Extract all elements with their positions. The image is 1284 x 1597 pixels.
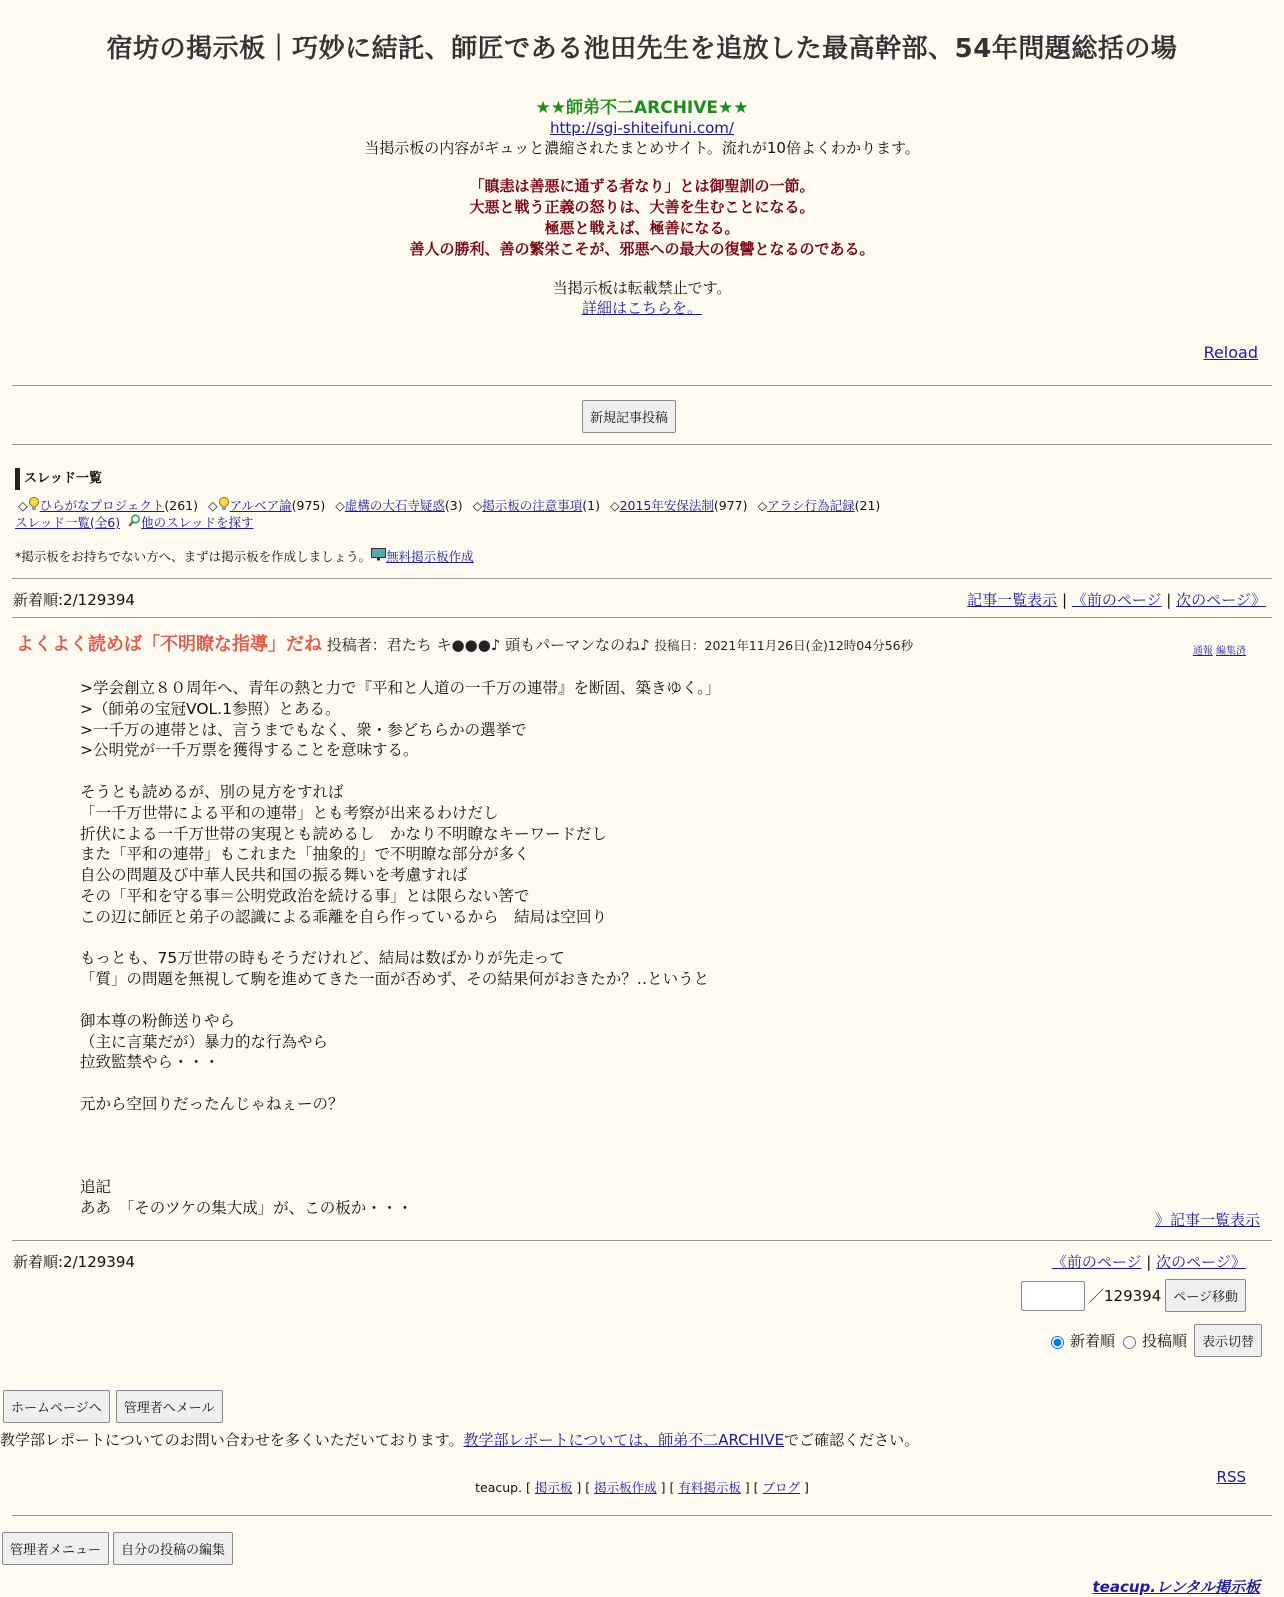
report-link[interactable]: 通報 (1192, 646, 1213, 657)
create-board-link[interactable]: 無料掲示板作成 (386, 549, 474, 564)
archive-description: 当掲示板の内容がギュッと濃縮されたまとめサイト。流れが10倍よくわかります。 (364, 139, 920, 157)
thread-link-arashi[interactable]: アラシ行為記録 (767, 498, 855, 513)
edit-my-posts-button[interactable]: 自分の投稿の編集 (113, 1532, 233, 1565)
quote-line: 大悪と戦う正義の怒りは、大善を生むことになる。 (469, 198, 815, 216)
thread-link-albea[interactable]: アルベア論 (229, 498, 292, 513)
archive-title: ★★師弟不二ARCHIVE★★ (535, 98, 749, 118)
teacup-links: teacup. [ 掲示板 ] [ 掲示板作成 ] [ 有料掲示板 ] [ ブログ ] (475, 1480, 809, 1495)
page-total: ／129394 (1088, 1287, 1162, 1305)
quote-line: 極悪と戦えば、極善になる。 (544, 219, 740, 237)
notice-link[interactable]: 教学部レポートについては、師弟不二ARCHIVE (463, 1431, 785, 1449)
quote-block (0, 176, 1284, 260)
divider (12, 1515, 1272, 1516)
page-jump (1021, 1279, 1246, 1312)
post-actions (1193, 642, 1246, 657)
divider (12, 578, 1272, 579)
quote-line: 善人の勝利、善の繁栄こそが、邪悪への最大の復讐となるのである。 (409, 240, 875, 258)
order-status-bottom: 新着順:2/129394 (13, 1253, 135, 1271)
post-title: よくよく読めば「不明瞭な指導」だね (16, 634, 322, 655)
thread-link-taisekiji[interactable]: 虚構の大石寺疑惑 (344, 498, 445, 513)
next-page-link[interactable]: 次のページ》 (1176, 591, 1266, 609)
page-number-input[interactable] (1021, 1281, 1085, 1311)
footer-board-link[interactable]: 掲示板 (534, 1480, 573, 1495)
details-link[interactable]: 詳細はこちらを。 (581, 299, 702, 317)
post-body: >学会創立８０周年へ、青年の熱と力で『平和と人道の一千万の連帯』を断固、築きゆく。」 >（師弟の宝冠VOL.1参照）とある。 >一千万の連帯とは、言うまでもなく、衆・参どちらかの選挙で >公明党が一千万票を獲得することを意味する。 そうとも読めるが、別の見方をすれば 「一千万世帯による平和の連帯」とも考察が出来るわけだし 折伏による一千万世帯の実現とも読めるし かなり不明瞭なキーワードだし また「平和の連帯」もこれまた「抽象的」で不明瞭な部分が多く 自公の問題及び中華人民共和国の振る舞いを考慮すれば その「平和を守る事＝公明党政治を続ける事」とは限らない筈で この辺に師匠と弟子の認識による乖離を自ら作っているから 結局は空回り もっとも、75万世帯の時もそうだけれど、結局は数ばかりが先走って 「質」の問題を無視して駒を進めてきた一面が否めず、その結果何がおきたか？‥というと 御本尊の粉飾送りやら （主に言葉だが）暴力的な行為やら 拉致監禁やら・・・ 元から空回りだったんじゃねぇーの？ 追記 ああ 「そのツケの集大成」が、この板か・・・ (80, 679, 721, 1217)
divider (12, 385, 1272, 386)
prev-page-link[interactable]: 《前のページ (1071, 591, 1162, 609)
page-title: 宿坊の掲示板｜巧妙に結託、師匠である池田先生を追放した最高幹部、54年問題総括の場 (106, 34, 1178, 64)
thread-link-rules[interactable]: 掲示板の注意事項 (482, 498, 583, 513)
new-post-button[interactable]: 新規記事投稿 (582, 400, 676, 433)
thread-link-hiragana[interactable]: ひらがなプロジェクト (39, 498, 165, 513)
rss-link[interactable]: RSS (1216, 1468, 1246, 1486)
article-list-link[interactable]: 記事一覧表示 (967, 591, 1058, 609)
post-header (16, 630, 913, 656)
teacup-brand-link[interactable]: teacup.レンタル掲示板 (1092, 1578, 1260, 1596)
divider (12, 444, 1272, 445)
thread-list (18, 496, 886, 514)
thread-item: ◇ アルベア論(975) (208, 498, 326, 513)
page-nav-bottom: 《前のページ | 次のページ》 (1051, 1253, 1246, 1271)
page-nav-top: 記事一覧表示 | 《前のページ | 次のページ》 (967, 591, 1266, 609)
footer-blog-link[interactable]: ブログ (762, 1480, 801, 1495)
divider (12, 1240, 1272, 1241)
footer-paid-link[interactable]: 有料掲示板 (678, 1480, 741, 1495)
radio-post-order[interactable] (1123, 1336, 1136, 1349)
prev-page-link-bottom[interactable]: 《前のページ (1051, 1253, 1142, 1271)
promo-text: *掲示板をお持ちでない方へ、まずは掲示板を作成しましょう。 (15, 549, 372, 564)
thread-item: ◇ ひらがなプロジェクト(261) (18, 498, 199, 513)
switch-display-button[interactable]: 表示切替 (1194, 1324, 1262, 1357)
edited-link[interactable]: 編集済 (1216, 646, 1246, 657)
quote-line: 「瞋恚は善悪に通ずる者なり」とは御聖訓の一節。 (469, 177, 815, 195)
reload-link[interactable]: Reload (1203, 343, 1258, 362)
footer-create-link[interactable]: 掲示板作成 (594, 1480, 657, 1495)
no-repost-notice: 当掲示板は転載禁止です。 (552, 279, 732, 297)
bulb-icon (218, 497, 230, 511)
find-threads-link[interactable]: 他のスレッドを探す (141, 515, 254, 530)
page-jump-button[interactable]: ページ移動 (1165, 1279, 1246, 1312)
post-date: 投稿日：2021年11月26日(金)12時04分56秒 (654, 638, 914, 653)
thread-item: ◇虚構の大石寺疑惑(3) (335, 498, 463, 513)
bulb-icon (28, 497, 40, 511)
post-author: 投稿者：君たち キ●●●♪ 頭もパーマンなのね♪ (326, 636, 650, 654)
notice: 教学部レポートについてのお問い合わせを多くいただいております。教学部レポートについては、師弟不二ARCHIVEでご確認ください。 (0, 1431, 920, 1449)
thread-link-2015[interactable]: 2015年安保法制 (619, 498, 714, 513)
radio-new-order[interactable] (1051, 1336, 1064, 1349)
thread-item: ◇掲示板の注意事項(1) (472, 498, 600, 513)
mail-admin-button[interactable]: 管理者へメール (116, 1390, 223, 1423)
order-toggle: 新着順 投稿順 表示切替 (1046, 1324, 1262, 1357)
thread-item: ◇アラシ行為記録(21) (757, 498, 881, 513)
board-icon (371, 548, 386, 561)
archive-link[interactable]: http://sgi-shiteifuni.com/ (550, 119, 734, 137)
next-page-link-bottom[interactable]: 次のページ》 (1156, 1253, 1246, 1271)
admin-menu-button[interactable]: 管理者メニュー (2, 1532, 109, 1565)
all-threads-link[interactable]: スレッド一覧(全6) (15, 515, 121, 530)
post-article-list-link[interactable]: 》記事一覧表示 (1154, 1211, 1260, 1229)
search-icon (128, 514, 141, 527)
divider (12, 617, 1272, 618)
order-status: 新着順:2/129394 (13, 591, 135, 609)
thread-list-heading: スレッド一覧 (15, 468, 102, 490)
thread-item: ◇2015年安保法制(977) (609, 498, 748, 513)
homepage-button[interactable]: ホームページへ (3, 1390, 110, 1423)
